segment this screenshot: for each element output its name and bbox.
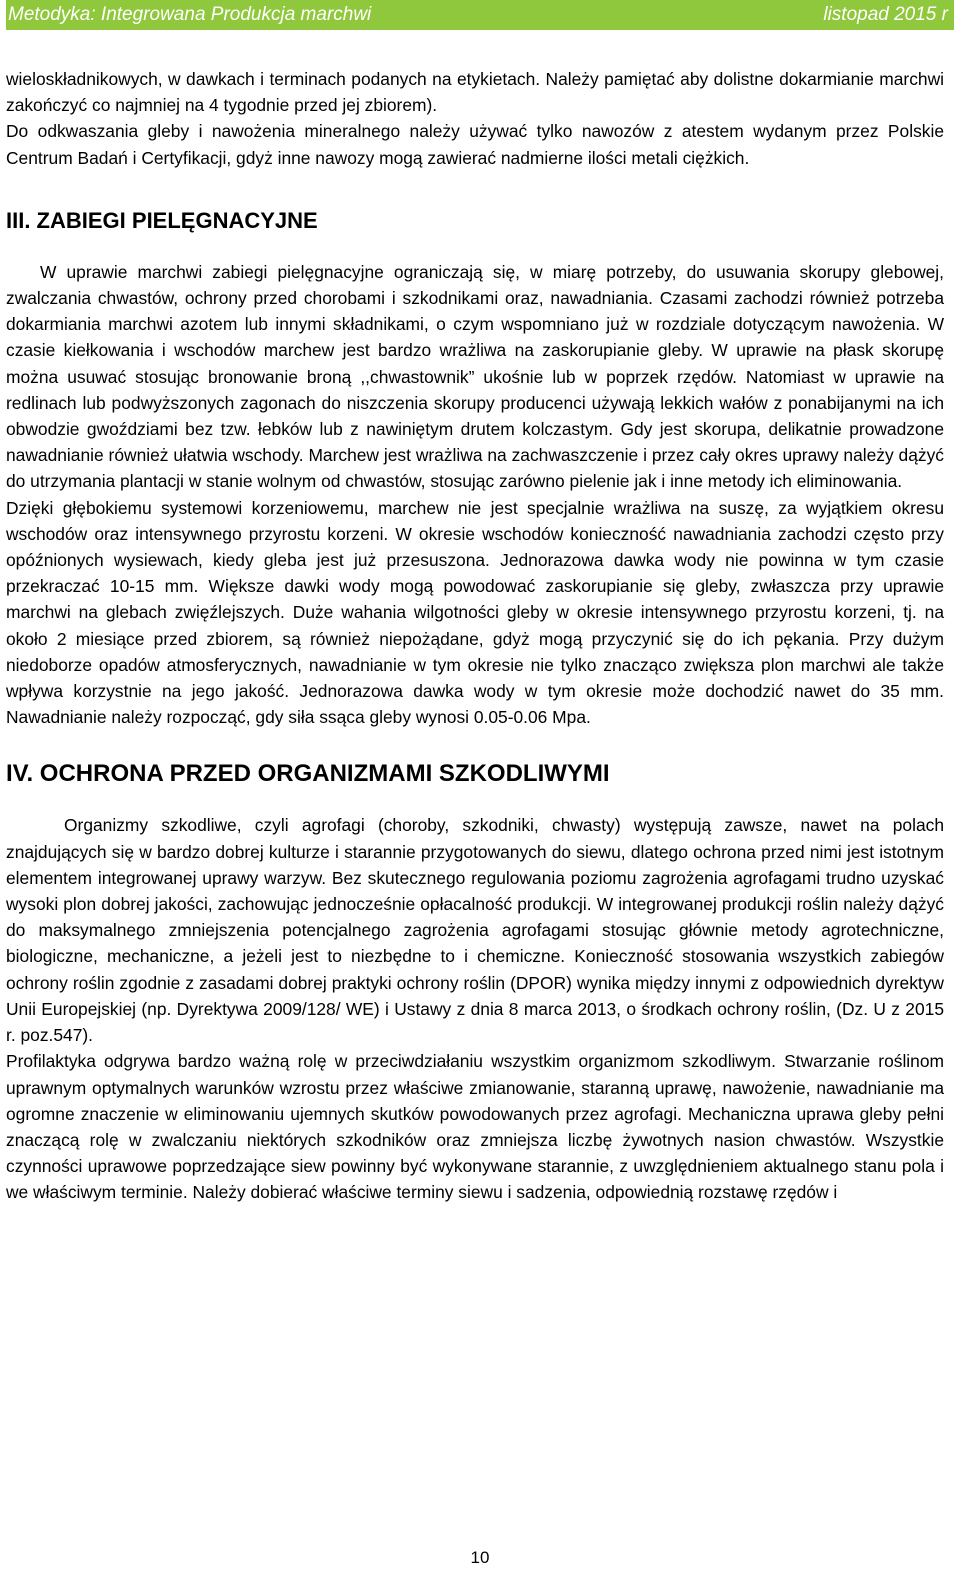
spacer <box>6 730 944 750</box>
section-heading: IV. OCHRONA PRZED ORGANIZMAMI SZKODLIWYMI <box>6 760 610 788</box>
paragraph: Organizmy szkodliwe, czyli agrofagi (choroby, szkodniki, chwasty) występują zawsze, nawet na polach znajdujących się w bardzo dobrej kulturze i starannie przygotowanych do siewu, dlatego ochrona przed nimi jest istotnym elementem integrowanej uprawy warzyw. Bez skutecznego regulowania poziomu zagrożenia agrofagami trudno uzyskać wysoki plon dobrej jakości, zachowując jednocześnie opłacalność produkcji. W integrowanej produkcji roślin należy dążyć do maksymalnego zmniejszenia potencjalnego zagrożenia agrofagami stosując głównie metody agrotechniczne, biologiczne, mechaniczne, a jeżeli jest to niezbędne to i chemiczne. Konieczność stosowania wszystkich zabiegów ochrony roślin zgodnie z zasadami dobrej praktyki ochrony roślin (DPOR) wynika między innymi z odpowiednich dyrektyw Unii Europejskiej (np. Dyrektywa 2009/128/ WE) i Ustawy z dnia 8 marca 2013, o środkach ochrony roślin, (Dz. U z 2015 r. poz.547). <box>6 815 944 1046</box>
header-title: Metodyka: Integrowana Produkcja marchwi <box>8 4 372 25</box>
section-heading: III. ZABIEGI PIELĘGNACYJNE <box>6 207 318 233</box>
header-date: listopad 2015 r <box>823 4 948 25</box>
document-body <box>6 66 944 1206</box>
paragraph: Do odkwaszania gleby i nawożenia mineralnego należy używać tylko nawozów z atestem wydanym przez Polskie Centrum Badań i Certyfikacji, gdyż inne nawozy mogą zawierać nadmierne ilości metali ciężkich. <box>6 121 944 168</box>
paragraph: wieloskładnikowych, w dawkach i terminach podanych na etykietach. Należy pamiętać aby dolistne dokarmianie marchwi zakończyć co najmniej na 4 tygodnie przed jej zbiorem). <box>6 69 944 116</box>
page-header <box>6 0 954 30</box>
page-number: 10 <box>470 1548 490 1567</box>
paragraph: W uprawie marchwi zabiegi pielęgnacyjne ograniczają się, w miarę potrzeby, do usuwania skorupy glebowej, zwalczania chwastów, ochrony przed chorobami i szkodnikami oraz, nawadniania. Czasami zachodzi również potrzeba dokarmiania marchwi azotem lub innymi składnikami, o czym wspomniano już w rozdziale dotyczącym nawożenia. W czasie kiełkowania i wschodów marchew jest bardzo wrażliwa na zaskorupianie gleby. W uprawie na płask skorupę można usuwać stosując bronowanie broną ,,chwastownik” ukośnie lub w poprzek rzędów. Natomiast w uprawie na redlinach lub podwyższonych zagonach do niszczenia skorupy producenci używają lekkich wałów z ponabijanymi na ich obwodzie gwoździami bez tzw. łebków lub z nawiniętym drutem kolczastym. Gdy jest skorupa, delikatnie prowadzone nawadnianie również ułatwia wschody. Marchew jest wrażliwa na zachwaszczenie i przez cały okres uprawy należy dążyć do utrzymania plantacji w stanie wolnym od chwastów, stosując zarówno pielenie jak i inne metody ich eliminowania. <box>6 261 944 492</box>
paragraph: Profilaktyka odgrywa bardzo ważną rolę w przeciwdziałaniu wszystkim organizmom szkodliwym. Stwarzanie roślinom uprawnym optymalnych warunków wzrostu przez właściwe zmianowanie, staranną uprawę, nawożenie, nawadnianie ma ogromne znaczenie w eliminowaniu ujemnych skutków powodowanych przez agrofagi. Mechaniczna uprawa gleby pełni znaczącą rolę w zwalczaniu niektórych szkodników oraz zmniejsza liczbę żywotnych nasion chwastów. Wszystkie czynności uprawowe poprzedzające siew powinny być wykonywane starannie, z uwzględnieniem aktualnego stanu pola i we właściwym terminie. Należy dobierać właściwe terminy siewu i sadzenia, odpowiednią rozstawę rzędów i <box>6 1051 944 1203</box>
paragraph: Dzięki głębokiemu systemowi korzeniowemu, marchew nie jest specjalnie wrażliwa na suszę, za wyjątkiem okresu wschodów oraz intensywnego przyrostu korzeni. W okresie wschodów konieczność nawadniania zachodzi często przy opóźnionych wysiewach, kiedy gleba jest już przesuszona. Jednorazowa dawka wody nie powinna w tym czasie przekraczać 10-15 mm. Większe dawki wody mogą powodować zaskorupianie się gleby, zwłaszcza przy uprawie marchwi na glebach zwięźlejszych. Duże wahania wilgotności gleby w okresie intensywnego przyrostu korzeni, tj. na około 2 miesiące przed zbiorem, są również niepożądane, gdyż mogą przyczynić się do ich pękania. Przy dużym niedoborze opadów atmosferycznych, nawadnianie w tym okresie nie tylko znacząco zwiększa plon marchwi ale także wpływa korzystnie na jego jakość. Jednorazowa dawka wody w tym okresie może dochodzić nawet do 35 mm. Nawadnianie należy rozpocząć, gdy siła ssąca gleby wynosi 0.05-0.06 Mpa. <box>6 497 944 728</box>
spacer <box>6 171 944 197</box>
